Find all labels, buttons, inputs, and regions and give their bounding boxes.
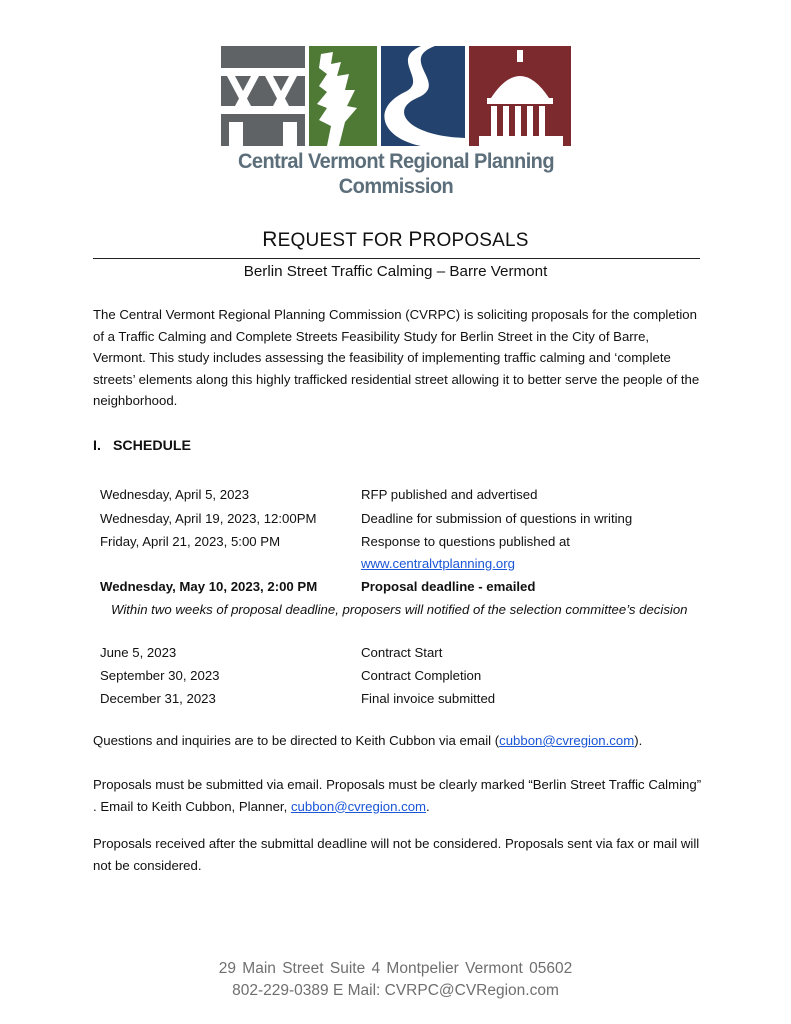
- section-number: I.: [93, 438, 101, 454]
- intro-paragraph: The Central Vermont Regional Planning Commission (CVRPC) is soliciting proposals for the completion of a Traffic Calming and Complete Streets Feasibility Study for Berlin Street in the City of Barre, Vermont. This study includes assessing the feasibility of implementing traffic calming and ‘complete streets’ elements along this highly trafficked residential street allowing it to better serve the people of the neighborhood.: [93, 307, 700, 409]
- questions-text-end: ).: [634, 733, 643, 748]
- footer-contact: 802-229-0389 E Mail: CVRPC@CVRegion.com: [232, 982, 559, 999]
- title-part-1: EQUEST FOR: [277, 230, 409, 251]
- page-title: [0, 228, 791, 252]
- questions-text: Questions and inquiries are to be directed to Keith Cubbon via email (: [93, 733, 500, 748]
- schedule-date: June 5, 2023: [100, 645, 177, 660]
- schedule-event: Final invoice submitted: [361, 691, 496, 706]
- page-subtitle: Berlin Street Traffic Calming – Barre Vermont: [243, 263, 548, 280]
- schedule-date: Wednesday, April 5, 2023: [100, 487, 250, 502]
- capitol-dome-icon: [469, 46, 571, 146]
- schedule-event: Response to questions published at: [361, 534, 570, 549]
- title-initial-2: P: [408, 228, 423, 251]
- schedule-date: December 31, 2023: [100, 691, 216, 706]
- footer-address: 29 Main Street Suite 4 Montpelier Vermont 05602: [218, 960, 573, 977]
- section-title: SCHEDULE: [112, 438, 191, 454]
- cvrpc-logo-art: [221, 46, 571, 146]
- schedule-event-with-link: [361, 531, 701, 574]
- schedule-date: Friday, April 21, 2023, 5:00 PM: [100, 534, 281, 549]
- schedule-note: Within two weeks of proposal deadline, proposers will notified of the selection committee’s decision: [111, 602, 688, 617]
- schedule-event: Contract Start: [361, 645, 443, 660]
- schedule-event: RFP published and advertised: [361, 487, 538, 502]
- questions-paragraph: [93, 730, 705, 752]
- tree-icon: [309, 46, 377, 146]
- section-heading: [93, 438, 191, 454]
- schedule-date: Wednesday, May 10, 2023, 2:00 PM: [100, 579, 318, 594]
- schedule-date: Wednesday, April 19, 2023, 12:00PM: [100, 511, 317, 526]
- schedule-date: September 30, 2023: [100, 668, 220, 683]
- title-initial-1: R: [262, 228, 278, 251]
- submission-text-end: .: [426, 798, 430, 814]
- road-icon: [381, 46, 465, 146]
- submission-email-link[interactable]: cubbon@cvregion.com: [290, 798, 427, 814]
- title-part-2: ROPOSALS: [422, 230, 529, 251]
- bridge-icon: [221, 46, 305, 146]
- contact-email-link[interactable]: cubbon@cvregion.com: [499, 733, 635, 748]
- title-divider: [93, 258, 700, 259]
- late-notice-paragraph: Proposals received after the submittal deadline will not be considered. Proposals sent via fax or mail will not be considered.: [93, 836, 700, 873]
- submission-text: Proposals must be submitted via email. Proposals must be clearly marked “Berlin Street Traffic Calming” . Email to Keith Cubbon, Planner,: [93, 777, 702, 814]
- submission-paragraph: [93, 774, 705, 817]
- schedule-event: Contract Completion: [361, 668, 482, 683]
- org-name: Central Vermont Regional Planning Commission: [238, 149, 554, 198]
- cvrpc-logo: [221, 46, 571, 198]
- schedule-event: Deadline for submission of questions in writing: [361, 511, 633, 526]
- website-link[interactable]: www.centralvtplanning.org: [361, 555, 515, 571]
- schedule-event: Proposal deadline - emailed: [361, 579, 536, 594]
